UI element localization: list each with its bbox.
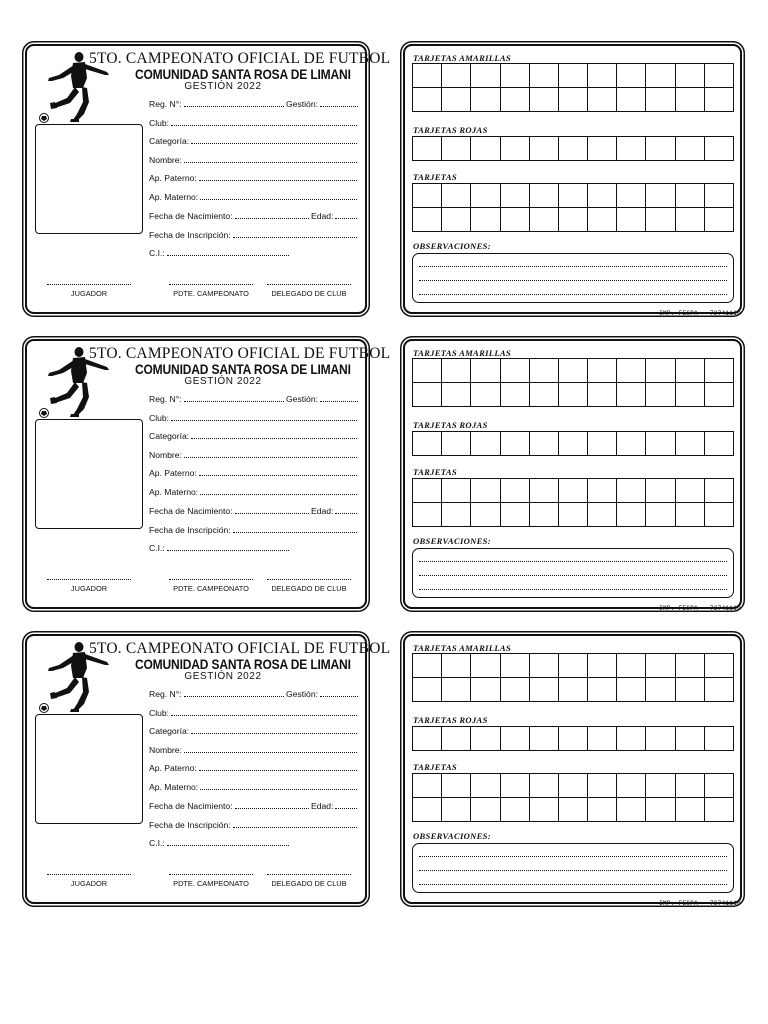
card-cell [617,88,646,112]
obs-line [419,561,727,562]
signature-jugador: JUGADOR [47,874,131,888]
card-cell [617,774,646,798]
card-cell [559,184,588,208]
tarjetas-rojas-title: TARJETAS ROJAS [413,420,488,430]
club-field: Club: [149,409,357,423]
club-field: Club: [149,114,357,128]
championship-title: 5TO. CAMPEONATO OFICIAL DE FUTBOL [89,50,391,67]
gestion-field: Gestión: [286,685,358,699]
fecha-nacimiento-field: Fecha de Nacimiento: [149,207,309,221]
card-cell [501,359,530,383]
card-cell [646,479,675,503]
signature-jugador: JUGADOR [47,284,131,298]
card-cell [676,479,705,503]
card-cell [413,503,442,527]
card-cell [646,774,675,798]
obs-line [419,575,727,576]
credential-row [0,634,768,929]
tarjetas-title: TARJETAS [413,762,457,772]
card-cell [442,774,471,798]
observaciones-title: OBSERVACIONES: [413,831,491,841]
credential-back-card [403,339,742,609]
card-cell [559,798,588,822]
card-cell [442,137,471,161]
card-cell [530,184,559,208]
gestion-title: GESTIÓN 2022 [184,81,262,92]
card-cell [588,479,617,503]
fecha-nacimiento-field: Fecha de Nacimiento: [149,502,309,516]
reg-number-field: Reg. N°: [149,685,284,699]
categoria-field: Categoría: [149,132,357,146]
card-cell [501,678,530,702]
obs-line [419,266,727,267]
card-cell [676,137,705,161]
ap-paterno-field: Ap. Paterno: [149,759,357,773]
card-cell [471,798,500,822]
fecha-nacimiento-field: Fecha de Nacimiento: [149,797,309,811]
edad-field: Edad: [311,207,357,221]
observaciones-title: OBSERVACIONES: [413,241,491,251]
card-cell [559,654,588,678]
card-cell [676,64,705,88]
card-cell [646,64,675,88]
card-cell [588,137,617,161]
gestion-field: Gestión: [286,95,358,109]
obs-line [419,856,727,857]
card-cell [501,654,530,678]
card-cell [413,383,442,407]
nombre-field: Nombre: [149,151,357,165]
card-cell [646,503,675,527]
card-cell [588,798,617,822]
card-cell [501,503,530,527]
card-cell [530,774,559,798]
card-cell [413,88,442,112]
card-cell [559,359,588,383]
card-cell [501,383,530,407]
card-cell [413,654,442,678]
observaciones-box [412,253,734,303]
card-cell [676,208,705,232]
card-cell [705,184,734,208]
card-cell [471,184,500,208]
card-cell [588,64,617,88]
obs-line [419,589,727,590]
signature-delegado: DELEGADO DE CLUB [267,579,351,593]
obs-line [419,294,727,295]
card-cell [530,727,559,751]
card-cell [676,184,705,208]
card-cell [588,654,617,678]
obs-line [419,884,727,885]
categoria-field: Categoría: [149,722,357,736]
card-cell [501,432,530,456]
card-cell [442,208,471,232]
card-cell [559,503,588,527]
card-cell [676,432,705,456]
card-cell [471,88,500,112]
photo-box [35,714,143,824]
card-cell [471,654,500,678]
card-cell [617,383,646,407]
card-cell [705,678,734,702]
credential-row [0,339,768,634]
tarjetas-title: TARJETAS [413,172,457,182]
ci-field: C.I.: [149,834,289,848]
ap-materno-field: Ap. Materno: [149,778,357,792]
card-cell [705,359,734,383]
card-cell [705,727,734,751]
card-cell [676,88,705,112]
card-cell [442,727,471,751]
card-cell [617,654,646,678]
card-cell [471,432,500,456]
red-cards-grid [412,431,734,456]
card-cell [588,359,617,383]
card-cell [646,208,675,232]
card-cell [471,64,500,88]
tarjetas-rojas-title: TARJETAS ROJAS [413,125,488,135]
card-cell [501,774,530,798]
obs-line [419,870,727,871]
card-cell [413,798,442,822]
signature-delegado: DELEGADO DE CLUB [267,874,351,888]
card-cell [530,359,559,383]
yellow-cards-grid [412,63,734,112]
photo-box [35,124,143,234]
card-cell [501,64,530,88]
card-cell [646,383,675,407]
community-title: COMUNIDAD SANTA ROSA DE LIMANI [134,361,351,377]
card-cell [705,383,734,407]
card-cell [442,184,471,208]
card-cell [442,479,471,503]
credential-row [0,44,768,339]
card-cell [559,383,588,407]
imprint-text: IMP. FESPA - 73741110 [659,310,741,317]
reg-number-field: Reg. N°: [149,95,284,109]
card-cell [501,479,530,503]
card-cell [471,479,500,503]
card-cell [501,184,530,208]
card-cell [617,208,646,232]
edad-field: Edad: [311,502,357,516]
card-cell [705,208,734,232]
ci-field: C.I.: [149,244,289,258]
card-cell [442,654,471,678]
ap-materno-field: Ap. Materno: [149,188,357,202]
card-cell [559,137,588,161]
card-cell [413,678,442,702]
card-cell [530,654,559,678]
card-cell [646,654,675,678]
community-title: COMUNIDAD SANTA ROSA DE LIMANI [134,656,351,672]
credential-back-card [403,634,742,904]
card-cell [442,88,471,112]
ap-paterno-field: Ap. Paterno: [149,464,357,478]
card-cell [646,727,675,751]
card-cell [588,184,617,208]
club-field: Club: [149,704,357,718]
card-cell [646,678,675,702]
reg-number-field: Reg. N°: [149,390,284,404]
signature-jugador: JUGADOR [47,579,131,593]
card-cell [413,208,442,232]
card-cell [530,64,559,88]
card-cell [617,432,646,456]
card-cell [588,678,617,702]
observaciones-title: OBSERVACIONES: [413,536,491,546]
cards-grid [412,183,734,232]
card-cell [501,88,530,112]
card-cell [676,503,705,527]
community-title: COMUNIDAD SANTA ROSA DE LIMANI [134,66,351,82]
card-cell [646,432,675,456]
ci-field: C.I.: [149,539,289,553]
categoria-field: Categoría: [149,427,357,441]
card-cell [646,137,675,161]
card-cell [617,798,646,822]
card-cell [559,88,588,112]
card-cell [413,184,442,208]
card-cell [676,654,705,678]
card-cell [413,64,442,88]
card-cell [413,359,442,383]
yellow-cards-grid [412,358,734,407]
red-cards-grid [412,726,734,751]
card-cell [530,503,559,527]
card-cell [471,503,500,527]
card-cell [617,359,646,383]
credential-front-card [25,634,391,904]
card-cell [588,88,617,112]
card-cell [646,359,675,383]
ap-materno-field: Ap. Materno: [149,483,357,497]
card-cell [705,774,734,798]
card-cell [676,678,705,702]
card-cell [617,727,646,751]
card-cell [559,479,588,503]
signature-presidente: PDTE. CAMPEONATO [169,874,253,888]
card-cell [413,432,442,456]
card-cell [471,678,500,702]
ap-paterno-field: Ap. Paterno: [149,169,357,183]
card-cell [442,798,471,822]
card-cell [501,727,530,751]
fecha-inscripcion-field: Fecha de Inscripción: [149,816,357,830]
card-cell [617,678,646,702]
card-cell [705,798,734,822]
card-cell [646,88,675,112]
card-cell [676,359,705,383]
card-cell [705,137,734,161]
credential-front-card [25,339,391,609]
yellow-cards-grid [412,653,734,702]
nombre-field: Nombre: [149,741,357,755]
obs-line [419,280,727,281]
imprint-text: IMP. FESPA - 73741110 [659,900,741,907]
card-cell [530,479,559,503]
card-cell [559,208,588,232]
card-cell [705,88,734,112]
imprint-text: IMP. FESPA - 73741110 [659,605,741,612]
card-cell [471,727,500,751]
gestion-title: GESTIÓN 2022 [184,376,262,387]
card-cell [588,383,617,407]
card-cell [588,727,617,751]
card-cell [530,137,559,161]
card-cell [559,432,588,456]
card-cell [646,184,675,208]
cards-grid [412,478,734,527]
card-cell [442,359,471,383]
card-cell [530,432,559,456]
photo-box [35,419,143,529]
signature-delegado: DELEGADO DE CLUB [267,284,351,298]
card-cell [676,774,705,798]
tarjetas-amarillas-title: TARJETAS AMARILLAS [413,348,511,358]
signature-presidente: PDTE. CAMPEONATO [169,579,253,593]
card-cell [530,208,559,232]
card-cell [442,678,471,702]
card-cell [559,64,588,88]
card-cell [442,383,471,407]
card-cell [530,88,559,112]
tarjetas-rojas-title: TARJETAS ROJAS [413,715,488,725]
card-cell [413,727,442,751]
card-cell [705,654,734,678]
fecha-inscripcion-field: Fecha de Inscripción: [149,226,357,240]
nombre-field: Nombre: [149,446,357,460]
red-cards-grid [412,136,734,161]
gestion-title: GESTIÓN 2022 [184,671,262,682]
observaciones-box [412,548,734,598]
card-cell [559,727,588,751]
card-cell [705,64,734,88]
card-cell [471,383,500,407]
card-cell [471,774,500,798]
card-cell [617,503,646,527]
card-cell [676,727,705,751]
card-cell [501,208,530,232]
card-cell [442,432,471,456]
card-cell [588,208,617,232]
signature-presidente: PDTE. CAMPEONATO [169,284,253,298]
card-cell [501,798,530,822]
card-cell [617,184,646,208]
card-cell [559,678,588,702]
card-cell [588,432,617,456]
credential-front-card [25,44,391,314]
card-cell [413,774,442,798]
fecha-inscripcion-field: Fecha de Inscripción: [149,521,357,535]
card-cell [413,137,442,161]
card-cell [705,503,734,527]
card-cell [676,383,705,407]
card-cell [471,208,500,232]
observaciones-box [412,843,734,893]
card-cell [617,64,646,88]
card-cell [471,359,500,383]
card-cell [705,479,734,503]
card-cell [530,678,559,702]
card-cell [705,432,734,456]
gestion-field: Gestión: [286,390,358,404]
tarjetas-amarillas-title: TARJETAS AMARILLAS [413,643,511,653]
card-cell [530,798,559,822]
championship-title: 5TO. CAMPEONATO OFICIAL DE FUTBOL [89,640,391,657]
edad-field: Edad: [311,797,357,811]
cards-grid [412,773,734,822]
tarjetas-title: TARJETAS [413,467,457,477]
card-cell [413,479,442,503]
card-cell [501,137,530,161]
championship-title: 5TO. CAMPEONATO OFICIAL DE FUTBOL [89,345,391,362]
card-cell [588,774,617,798]
card-cell [559,774,588,798]
tarjetas-amarillas-title: TARJETAS AMARILLAS [413,53,511,63]
card-cell [617,137,646,161]
card-cell [588,503,617,527]
card-cell [530,383,559,407]
card-cell [617,479,646,503]
card-cell [646,798,675,822]
card-cell [442,503,471,527]
card-cell [676,798,705,822]
credential-back-card [403,44,742,314]
card-cell [442,64,471,88]
card-cell [471,137,500,161]
